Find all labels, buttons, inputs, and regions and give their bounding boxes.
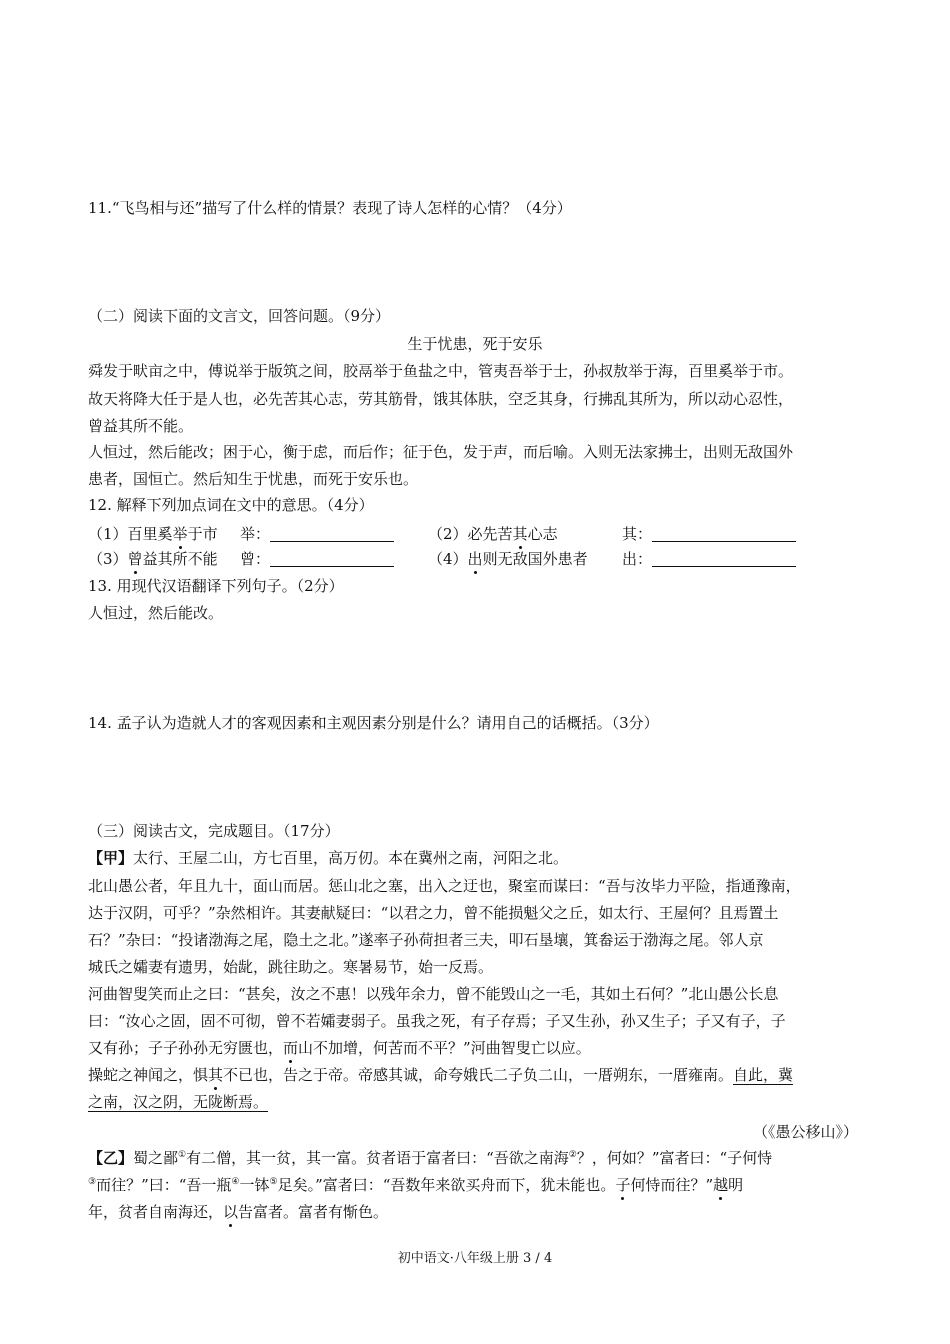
question-11: 11.“飞鸟相与还”描写了什么样的情景？表现了诗人怎样的心情？（4分） [88,199,572,217]
text-line: 曾益其所不能。 [88,417,194,435]
yi-line-2: ③而往？”曰：“吾一瓶④一钵⑤足矣。”富者曰：“吾数年来欲买舟而下，犹未能也。子何恃而往？”越明 [88,1176,744,1194]
yi-line-3: 年，贫者自南海还，以告富者。富者有惭色。 [88,1203,389,1221]
section2-title: 生于忧患，死于安乐 [407,335,543,353]
q12-item-4: （4）出则无敌国外患者 [428,550,588,568]
text-line: 城氏之孀妻有遗男，始龀，跳往助之。寒暑易节，始一反焉。 [88,958,494,976]
text-line: 舜发于畎亩之中，傅说举于版筑之间，胶鬲举于鱼盐之中，管夷吾举于士，孙叔敖举于海，百里奚举于市。 [88,362,794,380]
text-line: 又有孙；子子孙孙无穷匮也，而山不加增，何苦而不平？”河曲智叟亡以应。 [88,1039,591,1057]
q12-item-4-answer[interactable]: 出： [622,549,796,569]
text-line: 曰：“汝心之固，固不可彻，曾不若孀妻弱子。虽我之死，有子存焉；子又生孙，孙又生子；子又有子，子 [88,1012,786,1030]
q12-item-1-answer[interactable]: 举： [240,524,394,544]
underlined-sentence: 之南，汉之阴，无陇断焉。 [88,1093,269,1111]
jia-first-line: 【甲】太行、王屋二山，方七百里，高万仞。本在冀州之南，河阳之北。 [88,849,569,867]
q13-sentence: 人恒过，然后能改。 [88,604,224,622]
question-13: 13. 用现代汉语翻译下列句子。（2分） [88,577,344,595]
question-12: 12. 解释下列加点词在文中的意思。（4分） [88,496,374,514]
text-line: 操蛇之神闻之，惧其不已也，告之于帝。帝感其诚，命夸娥氏二子负二山，一厝朔东，一厝雍南。自此，冀 [88,1066,794,1084]
source-citation: （《愚公移山》） [752,1123,858,1141]
text-line: 患者，国恒亡。然后知生于忧患，而死于安乐也。 [88,470,419,488]
section3-header: （三）阅读古文，完成题目。（17分） [88,822,340,840]
q12-item-2-answer[interactable]: 其： [622,524,796,544]
text-line: 故天将降大任于是人也，必先苦其心志，劳其筋骨，饿其体肤，空乏其身，行拂乱其所为，所以动心忍性， [88,390,794,408]
q12-item-1: （1）百里奚举于市 [88,525,218,543]
page-footer: 初中语文·八年级上册 3 / 4 [397,1251,553,1266]
q12-item-2: （2）必先苦其心志 [428,525,558,543]
text-line: 石？”杂曰：“投诸渤海之尾，隐土之北。”遂率子孙荷担者三夫，叩石垦壤，箕畚运于渤海之尾。邻人京 [88,931,764,949]
section2-header: （二）阅读下面的文言文，回答问题。（9分） [88,307,391,325]
yi-line-1: 【乙】蜀之鄙①有二僧，其一贫，其一富。贫者语于富者曰：“吾欲之南海②？，何如？”富者曰：“子何恃 [88,1149,773,1167]
text-line: 河曲智叟笑而止之曰：“甚矣，汝之不惠！以残年余力，曾不能毁山之一毛，其如土石何？”北山愚公长息 [88,985,779,1003]
question-14: 14. 孟子认为造就人才的客观因素和主观因素分别是什么？请用自己的话概括。（3分） [88,714,659,732]
q12-item-3: （3）曾益其所不能 [88,550,218,568]
text-line: 达于汉阴，可乎？”杂然相许。其妻献疑曰：“以君之力，曾不能损魁父之丘，如太行、王屋何？且焉置土 [88,904,779,922]
q12-item-3-answer[interactable]: 曾： [240,549,394,569]
text-line: 北山愚公者，年且九十，面山而居。惩山北之塞，出入之迂也，聚室而谋曰：“吾与汝毕力平险，指通豫南， [88,877,801,895]
text-line: 人恒过，然后能改；困于心，衡于虑，而后作；征于色，发于声，而后喻。入则无法家拂士，出则无敌国外 [88,443,794,461]
